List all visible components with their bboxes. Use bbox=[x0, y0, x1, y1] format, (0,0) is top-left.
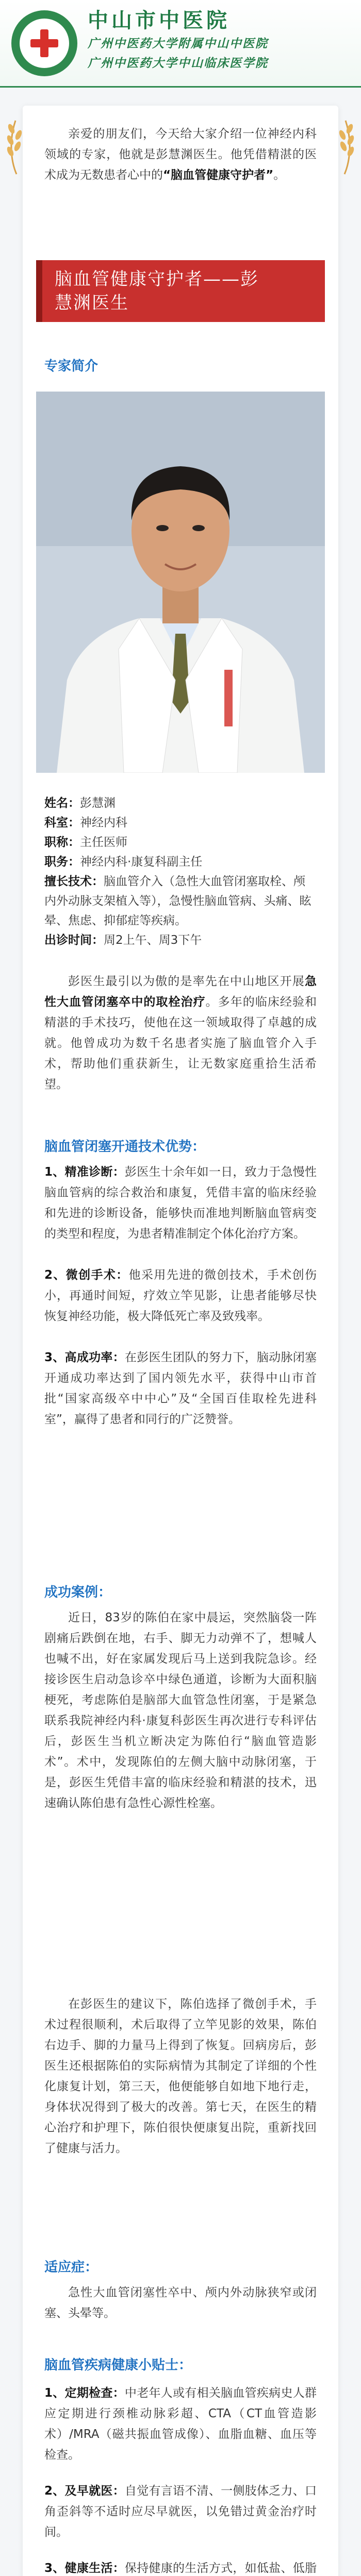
profile-row: 职称：主任医师 bbox=[44, 836, 127, 849]
intro-paragraph: 亲爱的朋友们，今天给大家介绍一位神经内科领域的专家，他就是彭慧渊医生。他凭借精湛的医术成为无数患者心中的“脑血管健康守护者”。 bbox=[44, 127, 317, 182]
hospital-names bbox=[88, 7, 268, 73]
profile-row: 科室：神经内科 bbox=[44, 816, 127, 829]
case-paragraph-2: 在彭医生的建议下，陈伯选择了微创手术，手术过程很顺利，术后取得了立竿见影的效果，陈伯右边手、脚的力量马上得到了恢复。回病房后，彭医生还根据陈伯的实际病情为其制定了详细的个性化康复计划，第三天，他便能够自如地下地行走，身体状况得到了极大的改善。第七天，在医生的精心治疗和护理下，陈伯很快便康复出院，重新找回了健康与活力。 bbox=[44, 1997, 317, 2155]
section-title-advantages: 脑血管闭塞开通技术优势： bbox=[44, 1139, 206, 1155]
banner-line-1: 脑血管健康守护者——彭 bbox=[55, 269, 259, 290]
wheat-right-icon bbox=[338, 118, 356, 175]
profile-row: 擅长技术：脑血管介入（急性大血管闭塞取栓、颅内外动脉支架植入等），急慢性脑血管病、头痛、眩晕、焦虑、抑郁症等疾病。 bbox=[44, 875, 311, 927]
section-title-case: 成功案例： bbox=[44, 1585, 112, 1600]
intro-highlight: “脑血管健康守护者” bbox=[163, 168, 274, 182]
story-highlight: 急性大血管闭塞卒中的取栓治疗 bbox=[44, 975, 317, 1009]
hospital-logo-icon bbox=[11, 10, 77, 76]
section-title-profile: 专家简介 bbox=[44, 359, 99, 374]
section-title-tips: 脑血管疾病健康小贴士： bbox=[44, 2358, 192, 2373]
hospital-header bbox=[0, 0, 361, 88]
wheat-left-icon bbox=[5, 118, 23, 175]
profile-info bbox=[44, 793, 317, 950]
indications-text: 急性大血管闭塞性卒中、颅内外动脉狭窄或闭塞、头晕等。 bbox=[44, 2286, 317, 2320]
tips-list bbox=[44, 2383, 317, 2576]
profile-row: 出诊时间：周2上午、周3下午 bbox=[44, 934, 202, 947]
title-banner bbox=[36, 260, 325, 322]
advantage-item: 3、高成功率：在彭医生团队的努力下，脑动脉闭塞开通成功率达到了国内领先水平，获得中山市首批“国家高级卒中中心”及“全国百佳取栓先进科室”，赢得了患者和同行的广泛赞誉。 bbox=[44, 1351, 317, 1426]
affiliation-2: 广州中医药大学中山临床医学院 bbox=[88, 56, 268, 70]
advantage-item: 1、精准诊断：彭医生十余年如一日，致力于急慢性脑血管病的综合救治和康复，凭借丰富的临床经验和先进的诊断设备，能够快而准地判断脑血管病变的类型和程度，为患者精准制定个体化治疗方案。 bbox=[44, 1165, 317, 1241]
case-paragraph-1: 近日，83岁的陈伯在家中晨运，突然脑袋一阵剧痛后跌倒在地，右手、脚无力动弹不了，想喊人也喊不出，好在家属发现后马上送到我院急诊。经接诊医生启动急诊卒中绿色通道，诊断为大面积脑梗死，考虑陈伯是脑部大血管急性闭塞，于是紧急联系我院神经内科·康复科彭医生再次进行专科评估后，彭医生当机立断决定为陈伯行“脑血管造影术”。术中，发现陈伯的左侧大脑中动脉闭塞，于是，彭医生凭借丰富的临床经验和精湛的技术，迅速确认陈伯患有急性心源性栓塞。 bbox=[44, 1611, 317, 1810]
banner-line-2: 慧渊医生 bbox=[55, 293, 129, 313]
tip-item: 1、定期检查：中老年人或有相关脑血管疾病史人群应定期进行颈椎动脉彩超、CTA（CT血管造影术）/MRA（磁共振血管成像）、血脂血糖、血压等检查。 bbox=[44, 2386, 317, 2462]
section-title-indications: 适应症： bbox=[44, 2260, 99, 2275]
story-paragraph: 彭医生最引以为傲的是率先在中山地区开展急性大血管闭塞卒中的取栓治疗。多年的临床经验和精湛的手术技巧，使他在这一领域取得了卓越的成就。他曾成功为数千名患者实施了脑血管介入手术，帮助他们重获新生，让无数家庭重拾生活希望。 bbox=[44, 975, 317, 1091]
advantage-item: 2、微创手术：他采用先进的微创技术，手术创伤小，再通时间短，疗效立竿见影，让患者能够尽快恢复神经功能，极大降低死亡率及致残率。 bbox=[44, 1268, 317, 1323]
doctor-portrait-icon bbox=[36, 392, 325, 773]
hospital-name: 中山市中医院 bbox=[88, 8, 230, 32]
tip-item: 2、及早就医：自觉有言语不清、一侧肢体乏力、口角歪斜等不适时应尽早就医，以免错过黄金治疗时间。 bbox=[44, 2484, 317, 2539]
doctor-photo bbox=[36, 392, 325, 773]
advantages-list bbox=[44, 1162, 317, 1430]
tip-item: 3、健康生活：保持健康的生活方式，如低盐、低脂 bbox=[44, 2562, 317, 2575]
profile-row: 姓名：彭慧渊 bbox=[44, 796, 116, 810]
affiliation-1: 广州中医药大学附属中山中医院 bbox=[88, 37, 268, 50]
profile-row: 职务：神经内科·康复科副主任 bbox=[44, 855, 203, 869]
